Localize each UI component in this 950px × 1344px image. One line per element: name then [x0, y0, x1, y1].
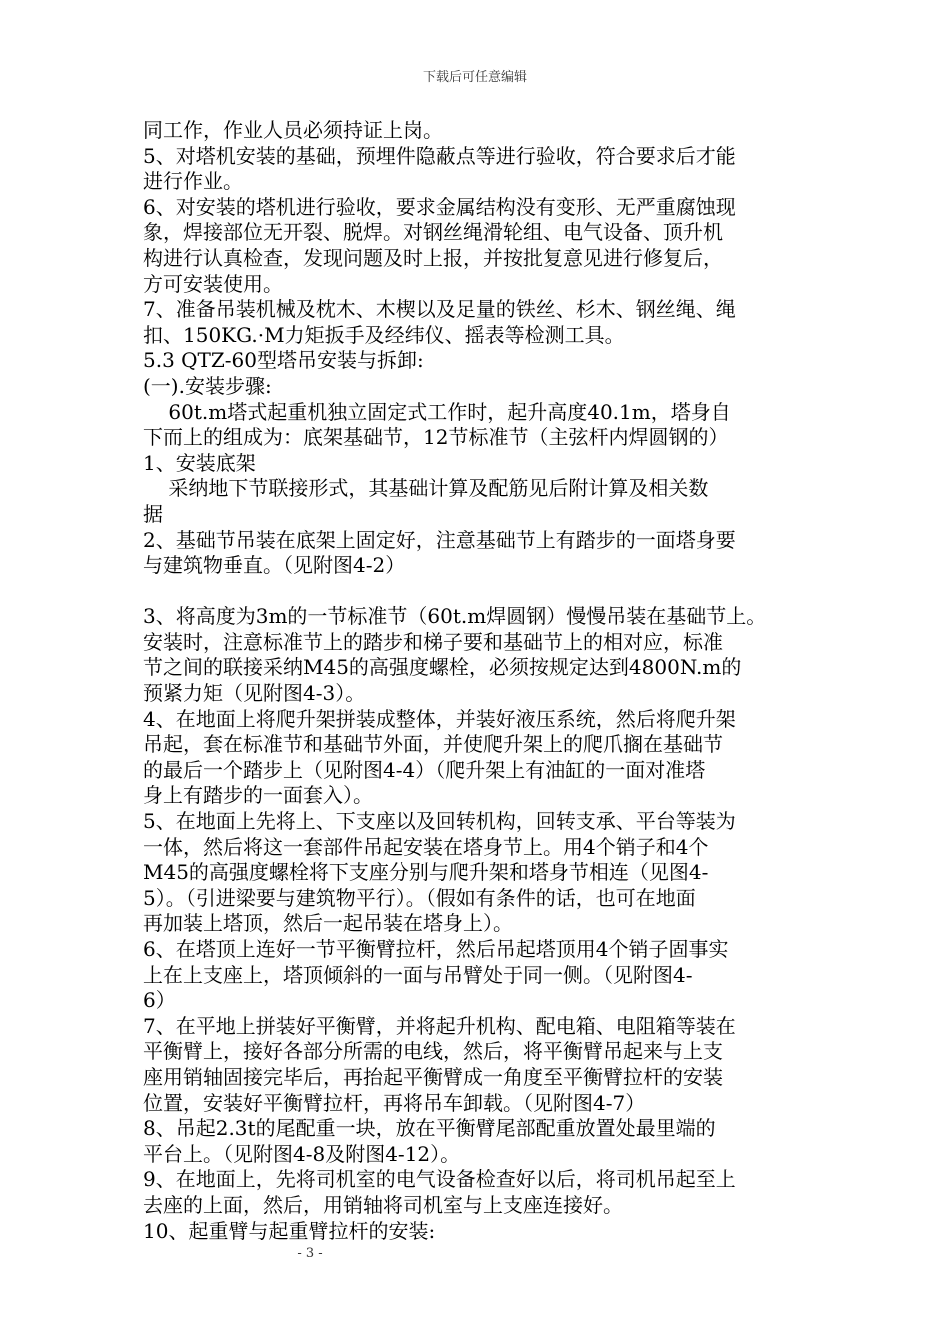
- text-line: 5、在地面上先将上、下支座以及回转机构，回转支承、平台等装为: [143, 809, 736, 834]
- text-line: 再加装上塔顶，然后一起吊装在塔身上）。: [143, 911, 513, 936]
- text-line: 60t.m塔式起重机独立固定式工作时，起升高度40.1m，塔身自: [143, 399, 731, 424]
- text-line: 5、对塔机安装的基础，预埋件隐蔽点等进行验收，符合要求后才能: [143, 143, 736, 168]
- text-line: 6）: [143, 988, 176, 1013]
- text-line: 吊起，套在标准节和基础节外面，并使爬升架上的爬爪搁在基础节: [143, 732, 723, 757]
- page-number: - 3 -: [297, 1246, 323, 1261]
- text-line: 7、在平地上拼装好平衡臂，并将起升机构、配电箱、电阻箱等装在: [143, 1013, 736, 1038]
- page-header: 下载后可任意编辑: [422, 70, 527, 85]
- text-line: 上在上支座上，塔顶倾斜的一面与吊臂处于同一侧。（见附图4-: [143, 962, 693, 987]
- text-line: 的最后一个踏步上（见附图4-4）（爬升架上有油缸的一面对准塔: [143, 757, 706, 782]
- text-line: 构进行认真检查，发现问题及时上报，并按批复意见进行修复后，: [143, 245, 723, 270]
- document-body: [143, 118, 833, 1244]
- blank-line: [143, 579, 833, 605]
- text-line: 安装时，注意标准节上的踏步和梯子要和基础节上的相对应，标准: [143, 629, 723, 654]
- text-line: 预紧力矩（见附图4-3）。: [143, 681, 366, 706]
- text-line: 进行作业。: [143, 169, 243, 194]
- text-line: 2、基础节吊装在底架上固定好，注意基础节上有踏步的一面塔身要: [143, 527, 736, 552]
- text-line: (一).安装步骤:: [143, 373, 272, 398]
- text-line: 扣、150KG.·M力矩扳手及经纬仪、摇表等检测工具。: [143, 322, 625, 347]
- text-line: 10、起重臂与起重臂拉杆的安装:: [143, 1218, 436, 1243]
- text-line: 8、吊起2.3t的尾配重一块，放在平衡臂尾部配重放置处最里端的: [143, 1116, 716, 1141]
- text-line: 5）。（引进梁要与建筑物平行）。（假如有条件的话，也可在地面: [143, 885, 696, 910]
- text-line: 下而上的组成为：底架基础节，12节标准节（主弦杆内焊圆钢的）: [143, 425, 729, 450]
- text-line: 据: [143, 501, 163, 526]
- text-line: 4、在地面上将爬升架拼装成整体，并装好液压系统，然后将爬升架: [143, 706, 736, 731]
- text-line: M45的高强度螺栓将下支座分别与爬升架和塔身节相连（见图4-: [143, 860, 709, 885]
- text-line: 7、准备吊装机械及枕木、木楔以及足量的铁丝、杉木、钢丝绳、绳: [143, 297, 736, 322]
- text-line: 象，焊接部位无开裂、脱焊。对钢丝绳滑轮组、电气设备、顶升机: [143, 220, 723, 245]
- text-line: 平台上。（见附图4-8及附图4-12）。: [143, 1141, 461, 1166]
- text-line: 3、将高度为3m的一节标准节（60t.m焊圆钢）慢慢吊装在基础节上。: [143, 604, 767, 629]
- text-line: 去座的上面，然后，用销轴将司机室与上支座连接好。: [143, 1192, 623, 1217]
- text-line: 9、在地面上，先将司机室的电气设备检查好以后，将司机吊起至上: [143, 1167, 736, 1192]
- text-line: 6、对安装的塔机进行验收，要求金属结构没有变形、无严重腐蚀现: [143, 194, 736, 219]
- text-line: 同工作，作业人员必须持证上岗。: [143, 118, 443, 142]
- text-line: 座用销轴固接完毕后，再抬起平衡臂成一角度至平衡臂拉杆的安装: [143, 1064, 723, 1089]
- text-line: 5.3 QTZ-60型塔吊安装与拆卸:: [143, 348, 424, 373]
- text-line: 方可安装使用。: [143, 271, 283, 296]
- text-line: 位置，安装好平衡臂拉杆，再将吊车卸载。（见附图4-7）: [143, 1090, 646, 1115]
- text-line: 节之间的联接采纳M45的高强度螺栓，必须按规定达到4800N.m的: [143, 655, 742, 680]
- text-line: 平衡臂上，接好各部分所需的电线，然后，将平衡臂吊起来与上支: [143, 1039, 723, 1064]
- text-line: 采纳地下节联接形式，其基础计算及配筋见后附计算及相关数: [143, 476, 709, 501]
- text-line: 6、在塔顶上连好一节平衡臂拉杆，然后吊起塔顶用4个销子固事实: [143, 937, 729, 961]
- text-line: 与建筑物垂直。（见附图4-2）: [143, 553, 406, 578]
- text-line: 一体，然后将这一套部件吊起安装在塔身节上。用4个销子和4个: [143, 834, 709, 859]
- text-line: 1、安装底架: [143, 450, 256, 475]
- text-line: 身上有踏步的一面套入）。: [143, 783, 373, 808]
